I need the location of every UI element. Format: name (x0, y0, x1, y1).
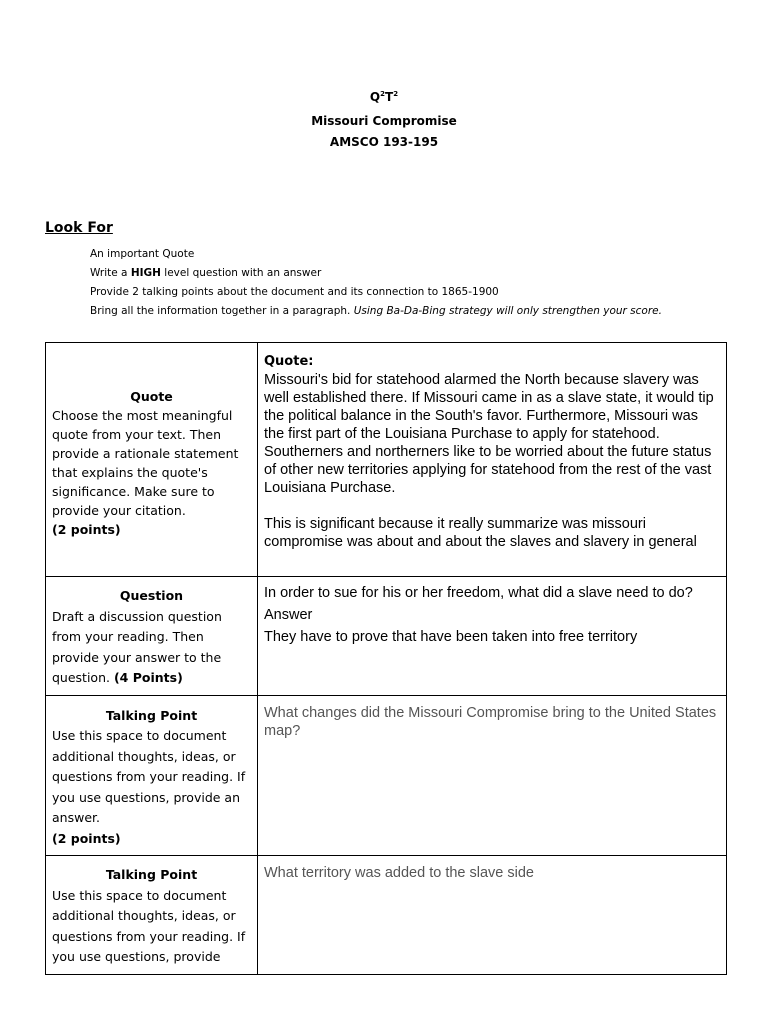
quote-response-cell[interactable] (258, 343, 727, 577)
quote-instructions-cell (46, 343, 258, 577)
question-response-cell[interactable] (258, 577, 727, 696)
talking-point-2-instructions-cell (46, 856, 258, 975)
look-for-item: Bring all the information together in a paragraph. Using Ba-Da-Bing strategy will only strengthen your score. (90, 305, 662, 317)
talking-point-row-1 (46, 695, 727, 856)
quote-points: (2 points) (52, 522, 121, 537)
quote-label: Quote: (264, 354, 314, 369)
quote-title: Quote (130, 389, 173, 404)
question-title: Question (119, 588, 184, 603)
quote-row (46, 343, 727, 577)
answer-label: Answer (264, 607, 313, 623)
question-description: Draft a discussion question from your reading. Then provide your answer to the question. (4 Points) (52, 608, 222, 685)
talking-point-1-points: (2 points) (52, 830, 121, 846)
look-for-item: An important Quote (90, 248, 195, 260)
talking-point-2-title: Talking Point (105, 867, 198, 882)
document-title: $Q^2T^2$ (369, 90, 399, 104)
look-for-list (90, 245, 662, 321)
talking-point-2-description: Use this space to document additional thoughts, ideas, or questions from your reading. If you use questions, provide (52, 887, 246, 964)
talking-point-1-instructions-cell (46, 695, 258, 856)
talking-point-1-description: Use this space to document additional thoughts, ideas, or questions from your reading. If you use questions, provide an answer. (52, 728, 246, 825)
question-row (46, 577, 727, 696)
talking-point-row-2 (46, 856, 727, 975)
talking-point-1-text: What changes did the Missouri Compromise bring to the United States map? (264, 704, 717, 739)
look-for-item: Provide 2 talking points about the document and its connection to 1865-1900 (90, 286, 499, 298)
talking-point-1-response-cell[interactable] (258, 695, 727, 856)
quote-text: Missouri's bid for statehood alarmed the North because slavery was well established there. If Missouri came in as a slave state, it would tip the political balance in the South's favor. Furthermore, Missouri was the first part of the Louisiana Purchase to apply for statehood. Southerners and northerners like to be worried about the future status of other new territories applying for statehood from the rest of the vast Louisiana Purchase. (264, 372, 714, 496)
quote-significance: This is significant because it really summarize was missouri compromise was about and about the slaves and slavery in general (264, 516, 697, 550)
look-for-item: Write a HIGH level question with an answer (90, 267, 322, 279)
worksheet-table (45, 342, 727, 975)
talking-point-2-text: What territory was added to the slave side (264, 865, 534, 881)
quote-description: Choose the most meaningful quote from your text. Then provide a rationale statement that explains the quote's significance. Make sure to provide your citation. (52, 408, 239, 518)
reference-heading: AMSCO 193-195 (329, 135, 439, 149)
look-for-heading: Look For (45, 220, 113, 236)
topic-heading: Missouri Compromise (311, 114, 457, 128)
talking-point-1-title: Talking Point (105, 707, 198, 723)
question-text: In order to sue for his or her freedom, what did a slave need to do? (264, 585, 693, 601)
question-instructions-cell (46, 577, 258, 696)
answer-text: They have to prove that have been taken into free territory (264, 629, 638, 645)
talking-point-2-response-cell[interactable] (258, 856, 727, 975)
